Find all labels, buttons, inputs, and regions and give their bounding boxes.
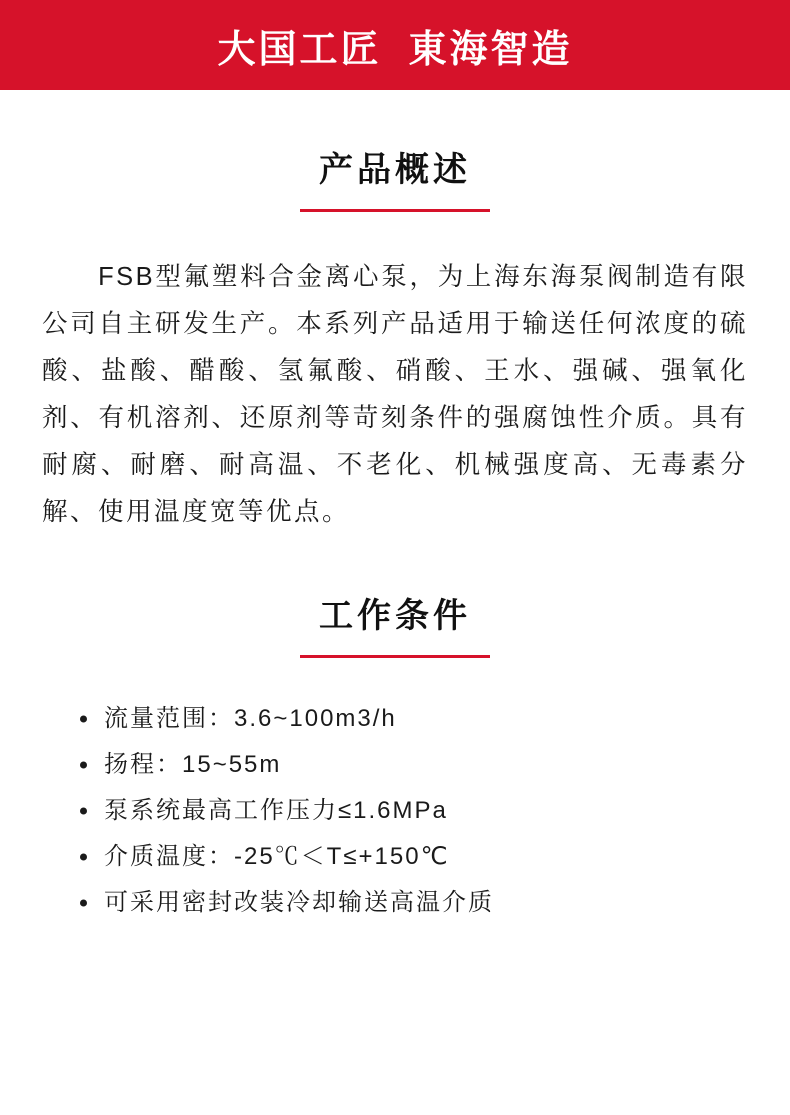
conditions-title: 工作条件 xyxy=(319,596,471,635)
list-item-label: 可采用密封改装冷却输送高温介质 xyxy=(104,888,494,916)
overview-title-underline xyxy=(300,209,490,212)
bullet-dot-icon xyxy=(80,761,87,768)
conditions-list xyxy=(42,696,748,926)
overview-paragraph: FSB型氟塑料合金离心泵，为上海东海泵阀制造有限公司自主研发生产。本系列产品适用于输送任何浓度的硫酸、盐酸、醋酸、氢氟酸、硝酸、王水、强碱、强氧化剂、有机溶剂、还原剂等苛刻条件的强腐蚀性介质。具有耐腐、耐磨、耐高温、不老化、机械强度高、无毒素分解、使用温度宽等优点。 xyxy=(42,262,748,526)
list-item-label: 介质温度：-25℃＜T≤+150℃ xyxy=(104,842,450,870)
section-working-conditions xyxy=(0,596,790,926)
conditions-heading-block xyxy=(42,596,748,658)
bullet-dot-icon xyxy=(80,715,87,722)
banner-title: 大国工匠 東海智造 xyxy=(217,28,573,71)
list-item-label: 泵系统最高工作压力≤1.6MPa xyxy=(104,796,448,824)
list-item xyxy=(80,742,748,788)
list-item xyxy=(80,696,748,742)
list-item xyxy=(80,788,748,834)
section-product-overview xyxy=(0,150,790,536)
top-banner xyxy=(0,0,790,90)
overview-title: 产品概述 xyxy=(319,151,471,189)
list-item-label: 扬程：15~55m xyxy=(104,750,282,778)
bullet-dot-icon xyxy=(80,853,87,860)
overview-heading-block xyxy=(42,150,748,212)
list-item xyxy=(80,834,748,880)
bullet-dot-icon xyxy=(80,899,87,906)
bottom-spacer xyxy=(0,926,790,966)
list-item xyxy=(80,880,748,926)
bullet-dot-icon xyxy=(80,807,87,814)
list-item-label: 流量范围：3.6~100m3/h xyxy=(104,704,397,732)
conditions-title-underline xyxy=(300,655,490,658)
